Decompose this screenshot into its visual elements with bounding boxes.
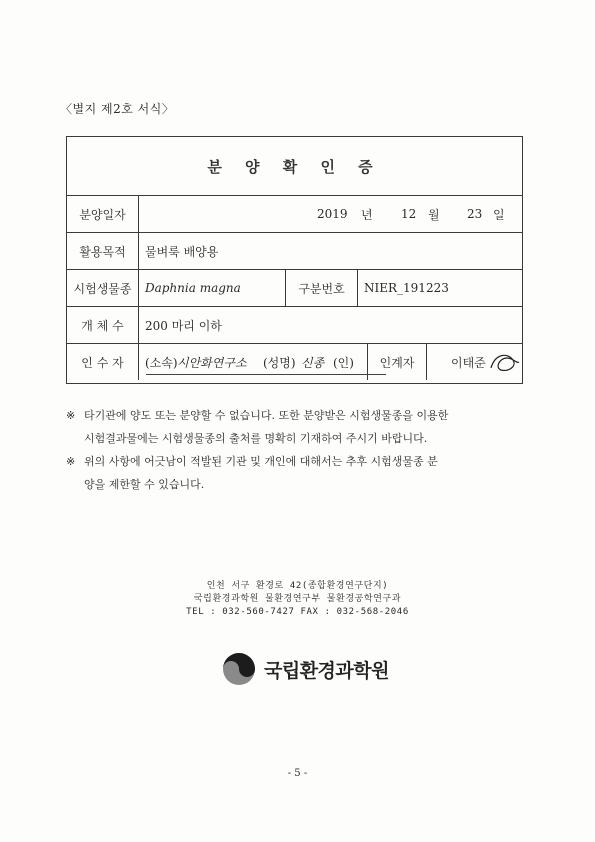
date-year: 2019 <box>317 207 348 221</box>
note-item <box>66 404 526 450</box>
count-label: 개 체 수 <box>67 307 139 343</box>
date-value <box>139 196 522 232</box>
count-value: 200 마리 이하 <box>145 318 222 333</box>
date-month: 12 <box>401 207 417 221</box>
certificate-title: 분 양 확 인 증 <box>207 157 382 176</box>
note-mark: ※ <box>66 455 76 468</box>
species-value: Daphnia magna <box>139 270 286 306</box>
purpose-value: 물벼룩 배양용 <box>145 244 219 259</box>
row-count <box>67 306 522 343</box>
affiliation-signature: 시안화연구소 <box>177 355 247 370</box>
row-purpose <box>67 232 522 269</box>
footer <box>0 580 595 619</box>
note-line: 위의 사항에 어긋남이 적발된 기관 및 개인에 대해서는 추후 시험생물종 분 <box>84 455 438 468</box>
signature-underline <box>146 374 386 375</box>
handover-label: 인계자 <box>367 344 427 380</box>
affiliation-label: (소속) <box>145 355 178 370</box>
institute-logo <box>222 651 389 687</box>
row-date <box>67 195 522 232</box>
taegeuk-emblem-icon <box>222 652 256 686</box>
note-line: 시험결과물에는 시험생물종의 출처를 명확히 기재하여 주시기 바랍니다. <box>84 432 428 445</box>
date-day: 23 <box>467 207 483 221</box>
page-number: - 5 - <box>287 768 308 779</box>
name-label: (성명) <box>263 355 296 370</box>
note-line: 양을 제한할 수 있습니다. <box>84 478 205 491</box>
footer-contact: TEL : 032-560-7427 FAX : 032-568-2046 <box>186 607 409 617</box>
footer-address: 인천 서구 환경로 42(종합환경연구단지) <box>206 581 389 591</box>
date-label: 분양일자 <box>67 196 139 232</box>
row-species <box>67 269 522 306</box>
name-signature: 신종 <box>301 355 325 370</box>
date-day-unit: 일 <box>493 207 505 222</box>
note-line: 타기관에 양도 또는 분양할 수 없습니다. 또한 분양받은 시험생물종을 이용한 <box>84 409 449 422</box>
institute-name: 국립환경과학원 <box>264 659 389 682</box>
seal-scribble-icon <box>487 350 521 376</box>
note-item <box>66 450 526 496</box>
purpose-label: 활용목적 <box>67 233 139 269</box>
footer-department: 국립환경과학원 물환경연구부 물환경공학연구과 <box>193 594 402 604</box>
species-label: 시험생물종 <box>67 270 139 306</box>
form-label: 〈별지 제2호 서식〉 <box>60 102 175 116</box>
note-mark: ※ <box>66 409 76 422</box>
certificate-table <box>66 136 523 384</box>
id-label: 구분번호 <box>286 270 358 306</box>
date-year-unit: 년 <box>361 207 373 222</box>
recipient-label: 인 수 자 <box>67 344 139 380</box>
id-value: NIER_191223 <box>364 281 449 295</box>
notes <box>66 404 526 496</box>
handover-name: 이태준 <box>451 355 486 370</box>
date-month-unit: 월 <box>428 207 440 222</box>
seal-label: (인) <box>333 355 354 370</box>
